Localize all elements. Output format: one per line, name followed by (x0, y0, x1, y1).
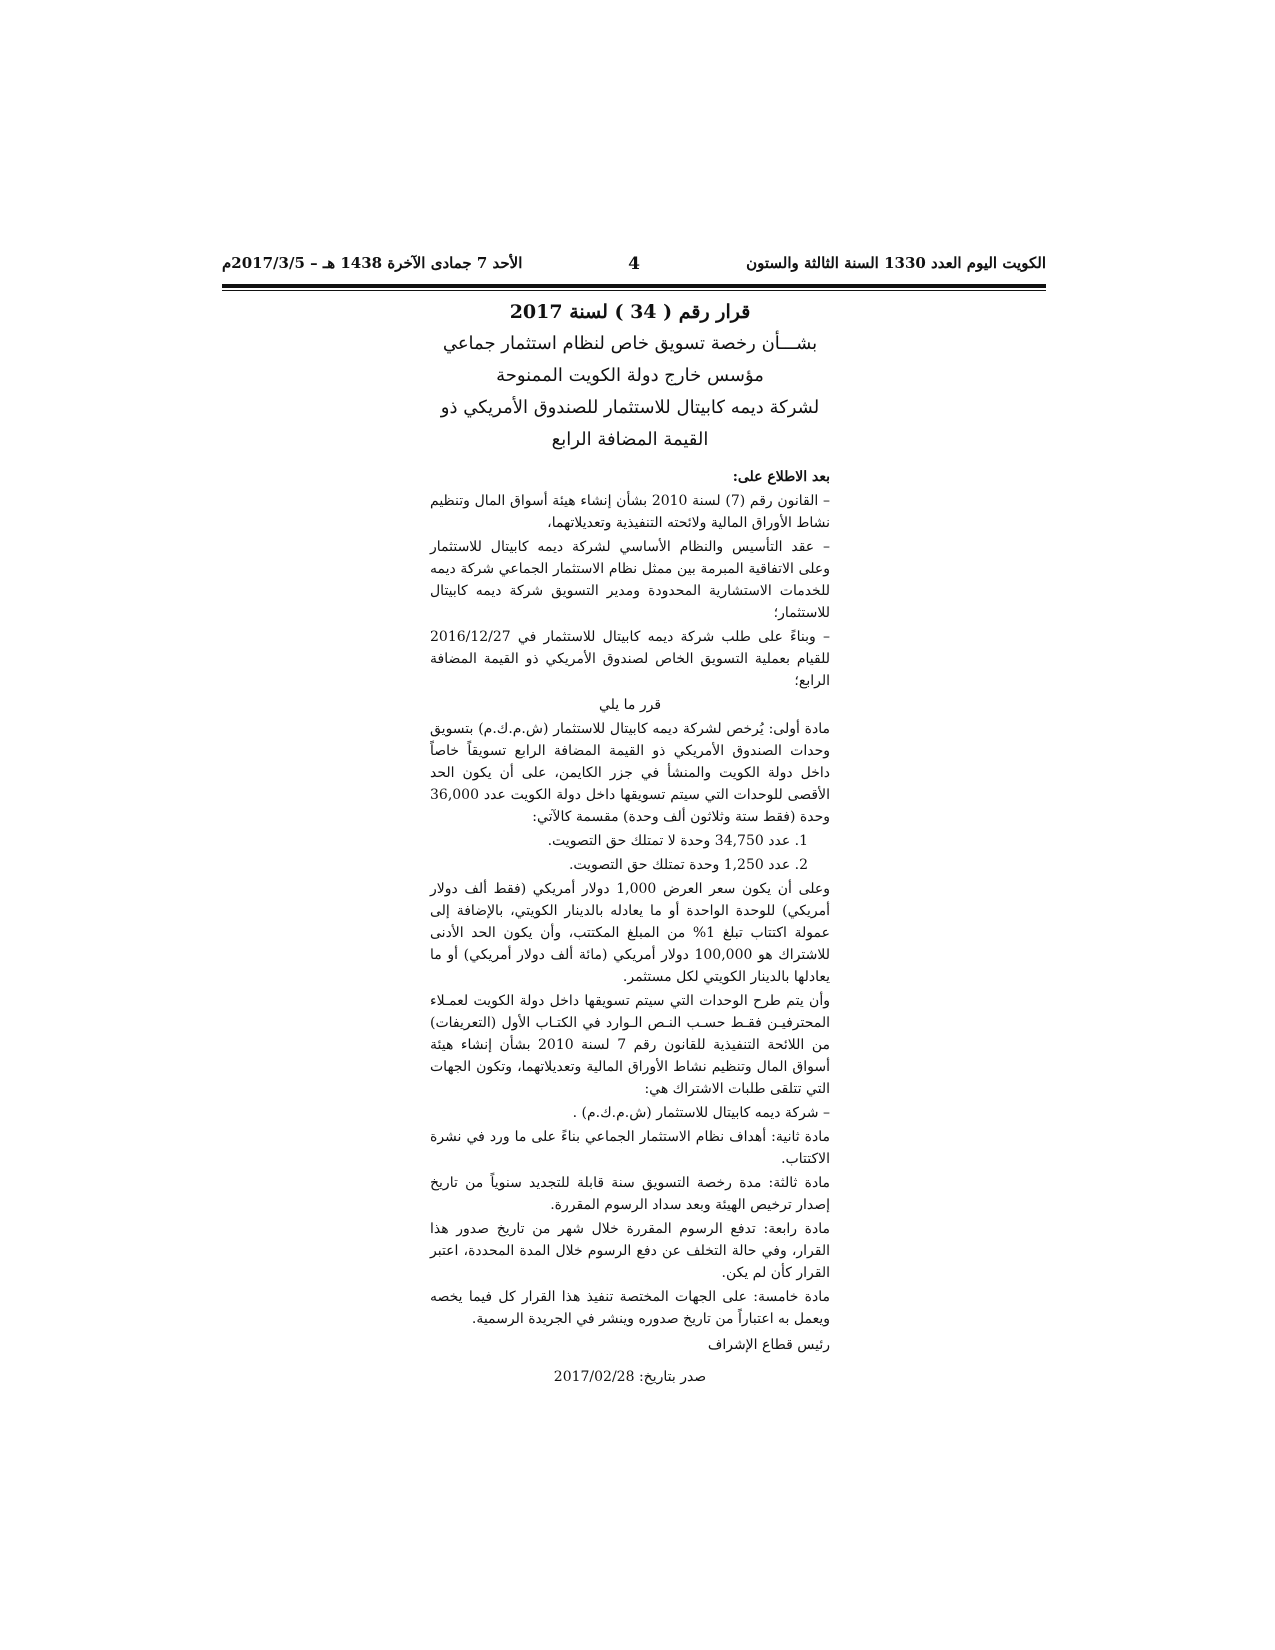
article-1-sub-2: 2. عدد 1,250 وحدة تمتلك حق التصويت. (568, 857, 808, 873)
title-line-4: لشركة ديمه كابيتال للاستثمار للصندوق الأمريكي ذو (440, 397, 820, 418)
article-5: مادة خامسة: على الجهات المختصة تنفيذ هذا القرار كل فيما يخصه ويعمل به اعتباراً من تاريخ صدوره وينشر في الجريدة الرسمية. (430, 1289, 830, 1327)
offer-paragraph: وأن يتم طرح الوحدات التي سيتم تسويقها داخل دولة الكويت لعمـلاء المحترفيـن فقـط حسـب النـص الـوارد في الكتـاب الأول (التعريفات) من اللائحة التنفيذية للقانون رقم 7 لسنة 2010 بشأن إنشاء هيئة أسواق المال وتنظيم نشاط الأوراق المالية وتعديلاتهما، وتكون الجهات التي تتلقى طلبات الاشتراك هي: (430, 993, 830, 1097)
decision-title (430, 296, 830, 456)
preamble-item-1: – القانون رقم (7) لسنة 2010 بشأن إنشاء هيئة أسواق المال وتنظيم نشاط الأوراق المالية ولائحته التنفيذية وتعديلاتهما، (430, 493, 830, 531)
title-line-3: مؤسس خارج دولة الكويت الممنوحة (496, 365, 764, 386)
decided-heading: قرر ما يلي (598, 697, 662, 713)
title-line-5: القيمة المضافة الرابع (551, 429, 709, 450)
header-issue-info: الكويت اليوم العدد 1330 السنة الثالثة والستون (746, 254, 1046, 272)
article-4: مادة رابعة: تدفع الرسوم المقررة خلال شهر من تاريخ صدور هذا القرار، وفي حالة التخلف عن دفع الرسوم خلال المدة المحددة، اعتبر القرار كأن لم يكن. (430, 1221, 830, 1281)
preamble-item-2: – عقد التأسيس والنظام الأساسي لشركة ديمه كابيتال للاستثمار وعلى الاتفاقية المبرمة بين ممثل نظام الاستثمار الجماعي شركة ديمه للخدمات الاستشارية المحدودة ومدير التسويق شركة ديمه كابيتال للاستثمار؛ (430, 539, 830, 621)
page-number: 4 (628, 254, 640, 274)
article-1-sub-1: 1. عدد 34,750 وحدة لا تمتلك حق التصويت. (547, 833, 808, 849)
subscription-company: – شركة ديمه كابيتال للاستثمار (ش.م.ك.م) . (572, 1105, 830, 1121)
after-review-heading: بعد الاطلاع على: (732, 469, 830, 485)
issue-date: صدر بتاريخ: 2017/02/28 (553, 1369, 707, 1385)
article-3: مادة ثالثة: مدة رخصة التسويق سنة قابلة للتجديد سنوياً من تاريخ إصدار ترخيص الهيئة وبعد سداد الرسوم المقررة. (430, 1175, 830, 1213)
price-paragraph: وعلى أن يكون سعر العرض 1,000 دولار أمريكي (فقط ألف دولار أمريكي) للوحدة الواحدة أو ما يعادله بالدينار الكويتي، بالإضافة إلى عمولة اكتتاب تبلغ 1% من المبلغ المكتتب، وأن يكون الحد الأدنى للاشتراك هو 100,000 دولار أمريكي (مائة ألف دولار أمريكي) أو ما يعادلها بالدينار الكويتي لكل مستثمر. (430, 881, 830, 985)
title-line-2: بشـــأن رخصة تسويق خاص لنظام استثمار جماعي (442, 333, 818, 354)
article-2: مادة ثانية: أهداف نظام الاستثمار الجماعي بناءً على ما ورد في نشرة الاكتتاب. (430, 1129, 830, 1167)
decision-number: قرار رقم ( 34 ) لسنة 2017 (509, 301, 751, 323)
signature-title: رئيس قطاع الإشراف (707, 1337, 830, 1353)
decision-column (430, 296, 830, 1390)
header-rule-thick (222, 284, 1046, 288)
header-date: الأحد 7 جمادى الآخرة 1438 هـ – 2017/3/5م (222, 254, 523, 272)
article-1: مادة أولى: يُرخص لشركة ديمه كابيتال للاستثمار (ش.م.ك.م) بتسويق وحدات الصندوق الأمريكي ذو القيمة المضافة الرابع تسويقاً خاصاً داخل دولة الكويت والمنشأ في جزر الكايمن، على أن يكون الحد الأقصى للوحدات التي سيتم تسويقها داخل دولة الكويت عدد 36,000 وحدة (فقط ستة وثلاثون ألف وحدة) مقسمة كالآتي: (430, 721, 830, 825)
preamble-item-3: – وبناءً على طلب شركة ديمه كابيتال للاستثمار في 2016/12/27 للقيام بعملية التسويق الخاص لصندوق الأمريكي ذو القيمة المضافة الرابع؛ (430, 629, 830, 689)
page-header (222, 254, 1046, 282)
header-rule-thin (222, 290, 1046, 291)
